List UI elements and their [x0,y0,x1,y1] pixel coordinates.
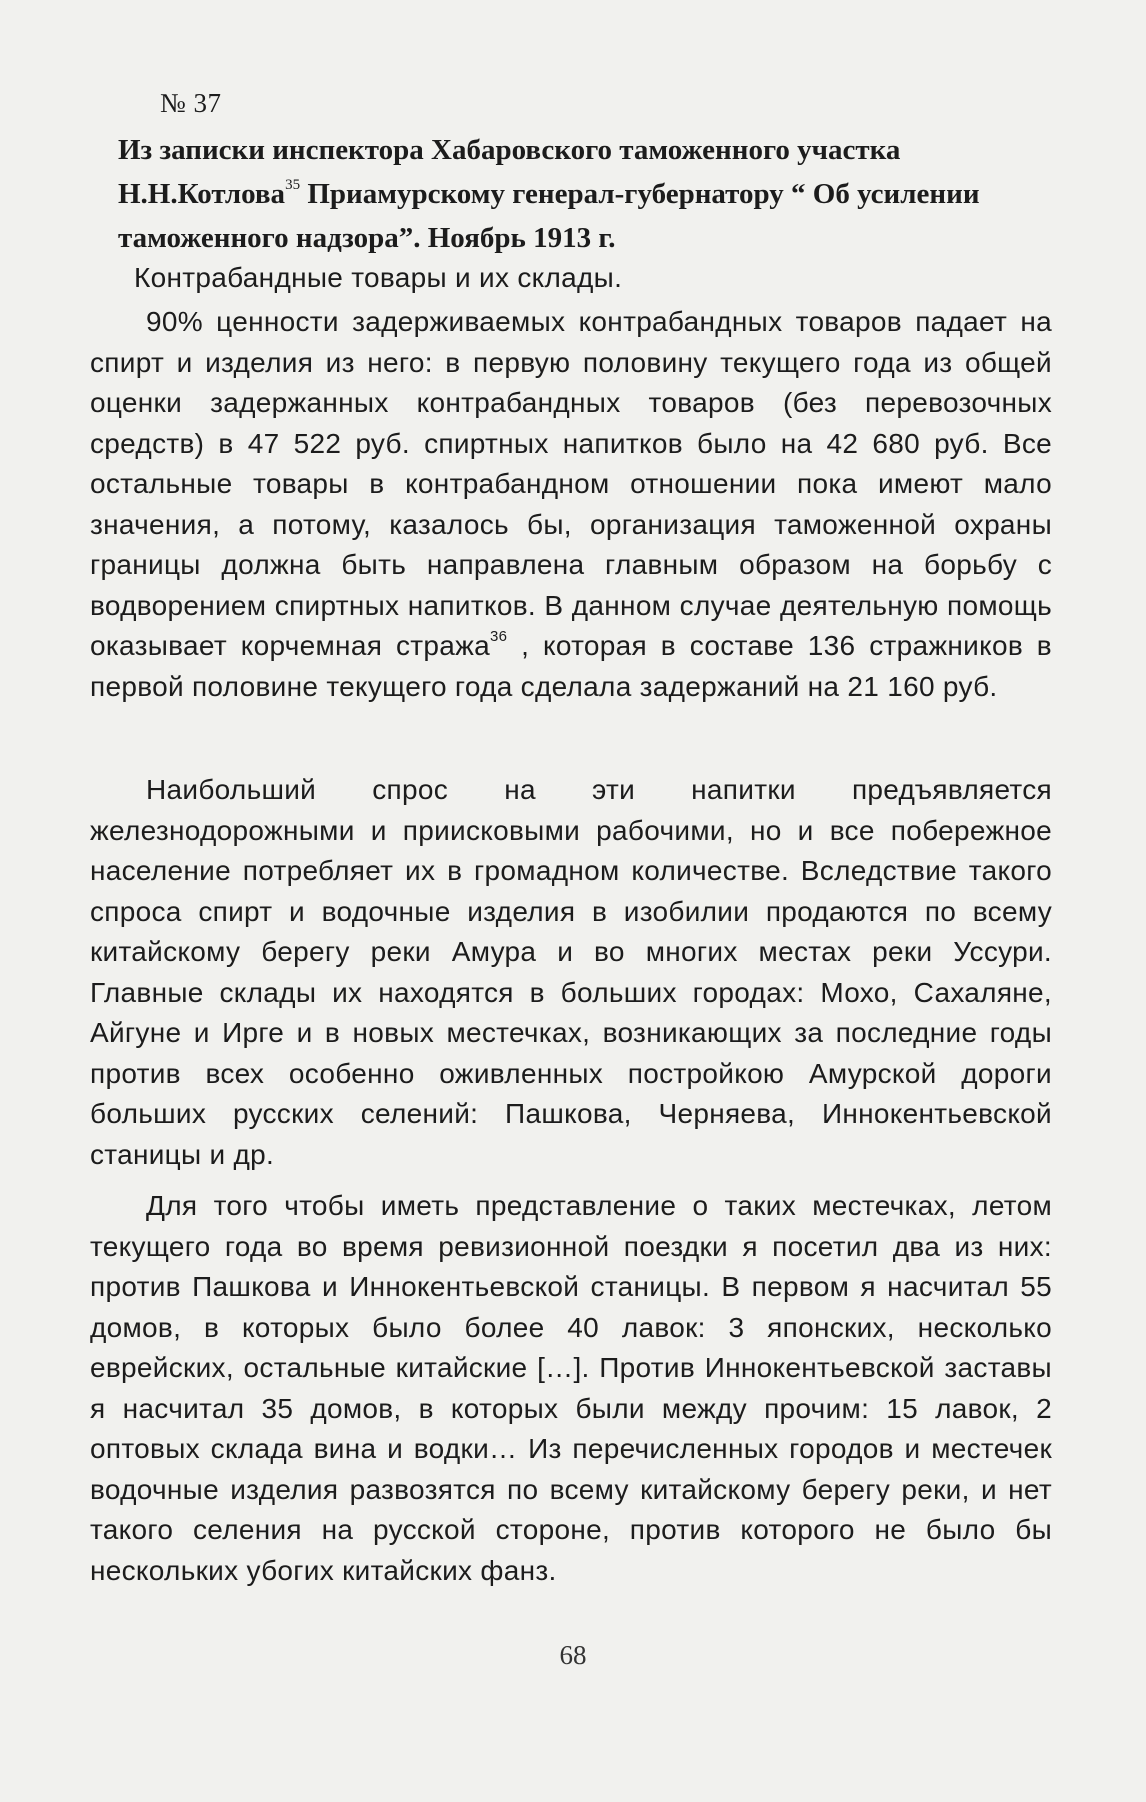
paragraph-1-text-b: , которая в составе 136 стражников в первой половине текущего года сделала задержаний на 21 160 руб. [90,630,1052,702]
paragraph-1-text-a: 90% ценности задерживаемых контрабандных товаров падает на спирт и изделия из него: в первую половину текущего года из общей оценки задержанных контрабандных товаров (без перевозочных средств) в 47 522 руб. спиртных напитков было на 42 680 руб. Все остальные товары в контрабандном отношении пока имеют мало значения, а потому, казалось бы, организация таможенной охраны границы должна быть направлена главным образом на борьбу с водворением спиртных напитков. В данном случае деятельную помощь оказывает корчемная стража [90,306,1052,661]
page-number: 68 [559,1640,587,1670]
title-line-2 [118,172,1058,216]
paragraph-2: Наибольший спрос на эти напитки предъявляется железнодорожными и приисковыми рабочими, но и все побережное население потребляет их в громадном количестве. Вследствие такого спроса спирт и водочные изделия в изобилии продаются по всему китайскому берегу реки Амура и во многих местах реки Уссури. Главные склады их находятся в больших городах: Мохо, Сахаляне, Айгуне и Ирге и в новых местечках, возникающих за последние годы против всех особенно оживленных постройкою Амурской дороги больших русских селений: Пашкова, Черняева, Иннокентьевской станицы и др. [90,774,1052,1170]
footnote-ref-35: 35 [285,177,301,193]
footnote-ref-36: 36 [490,628,508,645]
title-author: Н.Н.Котлова [118,178,286,210]
title-line-3: таможенного надзора”. Ноябрь 1913 г. [118,222,616,254]
document-number: № 37 [160,88,222,118]
subheading: Контрабандные товары и их склады. [134,262,623,293]
title-addressee: Приамурскому генерал-губернатору “ Об усилении [300,178,980,210]
title-line-1: Из записки инспектора Хабаровского таможенного участка [118,134,901,166]
paragraph-3: Для того чтобы иметь представление о таких местечках, летом текущего года во время ревизионной поездки я посетил два из них: против Пашкова и Иннокентьевской станицы. В первом я насчитал 55 домов, в которых было более 40 лавок: 3 японских, несколько еврейских, остальные китайские […]. Против Иннокентьевской заставы я насчитал 35 домов, в которых были между прочим: 15 лавок, 2 оптовых склада вина и водки… Из перечисленных городов и местечек водочные изделия развозятся по всему китайскому берегу реки, и нет такого селения на русской стороне, против которого не было бы нескольких убогих китайских фанз. [90,1190,1052,1586]
paragraph-1 [90,302,1052,707]
